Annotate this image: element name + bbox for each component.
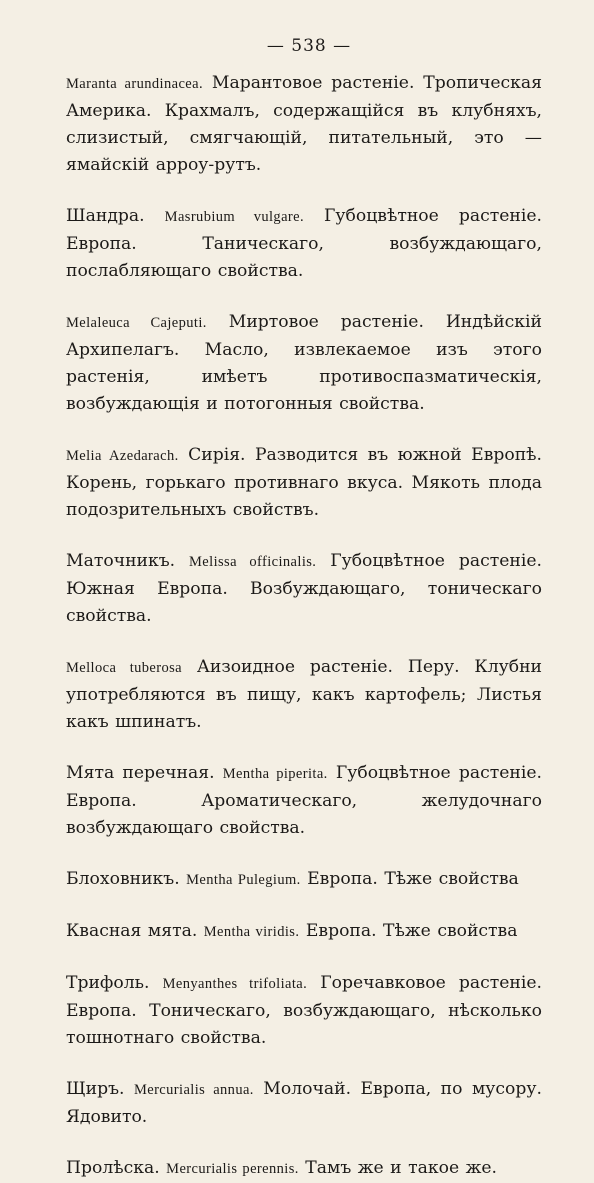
entry-russian-name: Пролѣска.: [66, 1158, 160, 1178]
entry-description: Горечавковое растеніе. Европа. Тоническаго, возбуждающаго, нѣсколько тошнотнаго свойства.: [66, 973, 543, 1048]
entry-description: Аизоидное растеніе. Перу. Клубни употребляются въ пищу, какъ картофель; Листья какъ шпинатъ.: [66, 657, 542, 732]
entry-description: Тамъ же и такое же.: [305, 1158, 498, 1178]
entry-russian-name: Щиръ.: [66, 1079, 125, 1099]
entry-melaleuca: [66, 309, 542, 418]
entry-list: [66, 70, 542, 1183]
entry-latin-name: Masrubium vulgare.: [164, 209, 305, 225]
entry-mentha-viridis: [66, 918, 542, 946]
entry-latin-name: Menyanthes trifoliata.: [162, 976, 308, 992]
entry-melissa: [66, 548, 542, 630]
entry-mentha-piperita: [66, 760, 542, 842]
entry-latin-name: Melloca tuberosa: [66, 660, 183, 676]
page-number: — 538 —: [266, 36, 352, 56]
entry-russian-name: Трифоль.: [66, 973, 150, 993]
entry-melia: [66, 442, 542, 524]
entry-maranta: [66, 70, 542, 179]
entry-menyanthes: [66, 970, 542, 1052]
entry-marrubium: [66, 203, 542, 285]
entry-latin-name: Melia Azedarach.: [66, 448, 179, 464]
entry-latin-name: Melaleuca Cajeputi.: [66, 315, 207, 331]
entry-melloca: [66, 654, 542, 736]
entry-latin-name: Melissa officinalis.: [189, 554, 317, 570]
entry-description: Сирія. Разводится въ южной Европѣ. Корень, горькаго противнаго вкуса. Мякоть плода подозрительныхъ свойствъ.: [66, 445, 543, 520]
entry-russian-name: Маточникъ.: [66, 551, 176, 571]
entry-latin-name: Mercurialis perennis.: [166, 1161, 299, 1177]
entry-mercurialis-perennis: [66, 1155, 542, 1183]
entry-russian-name: Блоховникъ.: [66, 869, 180, 889]
entry-latin-name: Mentha piperita.: [222, 766, 328, 782]
entry-russian-name: Квасная мята.: [66, 921, 198, 941]
entry-description: Губоцвѣтное растеніе. Европа. Таническаго, возбуждающаго, послабляющаго свойства.: [66, 206, 542, 281]
entry-russian-name: Шандра.: [66, 206, 145, 226]
entry-description: Губоцвѣтное растеніе. Южная Европа. Возбуждающаго, тоническаго свойства.: [66, 551, 543, 626]
entry-latin-name: Mentha viridis.: [203, 924, 300, 940]
entry-mentha-pulegium: [66, 866, 542, 894]
entry-description: Миртовое растеніе. Индѣйскій Архипелагъ. Масло, извлекаемое изъ этого растенія, имѣетъ противоспазматическія, возбуждающія и потогонныя свойства.: [66, 312, 542, 414]
entry-latin-name: Mentha Pulegium.: [186, 872, 301, 888]
entry-description: Молочай. Европа, по мусору. Ядовито.: [66, 1079, 542, 1127]
entry-description: Марантовое растеніе. Тропическая Америка. Крахмалъ, содержащійся въ клубняхъ, слизистый, смягчающій, питательный, это — ямайскій арроу-рутъ.: [66, 73, 543, 175]
entry-russian-name: Мята перечная.: [66, 763, 215, 783]
entry-latin-name: Mercurialis annua.: [133, 1082, 254, 1098]
entry-mercurialis-annua: [66, 1076, 542, 1131]
entry-description: Европа. Тѣже свойства: [305, 921, 518, 941]
entry-description: Губоцвѣтное растеніе. Европа. Ароматическаго, желудочнаго возбуждающаго свойства.: [66, 763, 542, 838]
entry-latin-name: Maranta arundinacea.: [66, 76, 203, 92]
entry-description: Европа. Тѣже свойства: [307, 869, 519, 889]
